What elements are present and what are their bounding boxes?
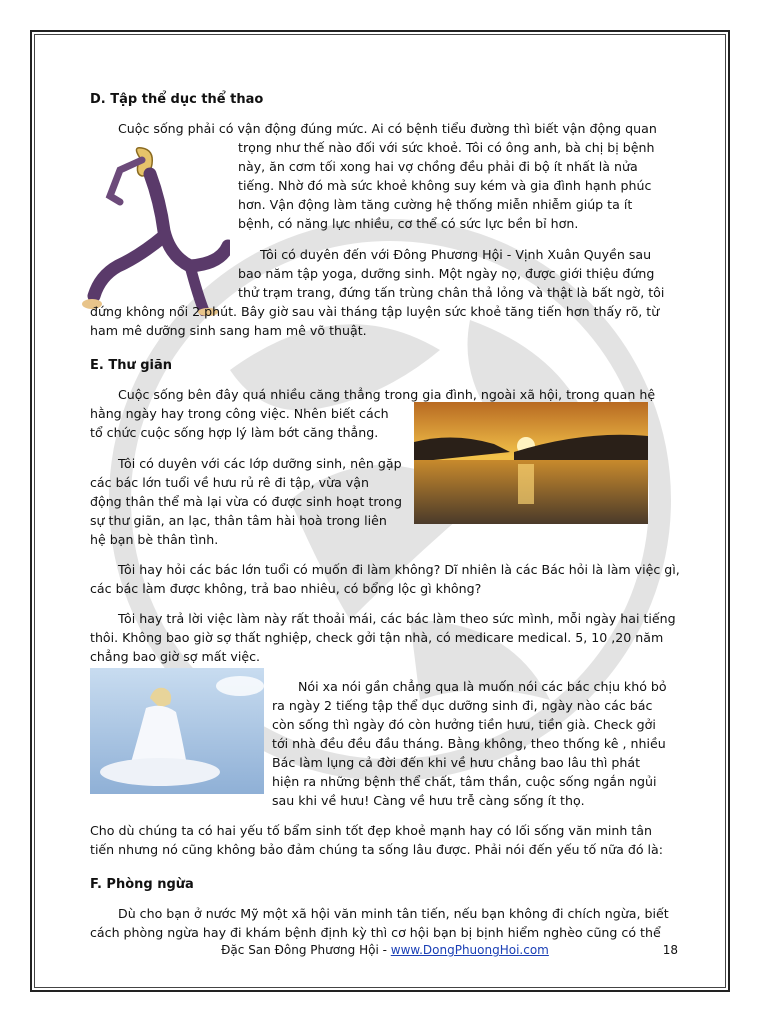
text-line: tiến nhưng nó cũng không bảo đảm chúng ta sống lâu được. Phải nói đến yếu tố nữa đó là: — [90, 842, 664, 857]
text-line: sự thư giãn, an lạc, thân tâm hài hoà trong liên — [90, 513, 387, 528]
footer-website-link[interactable]: www.DongPhuongHoi.com — [390, 943, 549, 957]
text-line: tiếng. Nhờ đó mà sức khoẻ không suy kém và gia đình hạnh phúc — [238, 178, 652, 193]
text-line: bao năm tập yoga, dưỡng sinh. Một ngày nọ, được giới thiệu đứng — [238, 266, 655, 281]
text-line: Tôi có duyên với các lớp dưỡng sinh, nên gặp — [118, 456, 402, 471]
text-line: này, ăn cơm tối xong hai vợ chồng đều phải đi bộ ít nhất là nửa — [238, 159, 638, 174]
text-line: bệnh, có năng lực nhiều, cơ thể có sức lực bền bỉ hơn. — [238, 216, 579, 231]
text-line: trọng như thế nào đối với sức khoẻ. Tôi có ông anh, bà chị bị bệnh — [238, 140, 655, 155]
text-line: Bác làm lụng cả đời đến khi về hưu chẳng bao lâu thì phát — [272, 755, 641, 770]
text-line: cách phòng ngừa hay đi khám bệnh định kỳ thì cơ hội bạn bị bịnh hiểm nghèo cũng có thể — [90, 925, 661, 940]
text-line: Nói xa nói gần chẳng qua là muốn nói các bác chịu khó bỏ — [298, 679, 667, 694]
text-line: động thân thể mà lại vừa có được sinh hoạt trong — [90, 494, 402, 509]
text-line: còn sống thì ngày đó còn hưởng tiền hưu, tiền già. Check gởi — [272, 717, 656, 732]
section-e-heading: E. Thư giãn — [90, 358, 173, 373]
text-line: Cho dù chúng ta có hai yếu tố bẩm sinh tốt đẹp khoẻ mạnh hay có lối sống văn minh tân — [90, 823, 652, 838]
text-line: thôi. Không bao giờ sợ thất nghiệp, check gởi tận nhà, có medicare medical. 5, 10 ,20 năm — [90, 630, 664, 645]
text-line: hằng ngày hay trong công việc. Nhên biết cách — [90, 406, 389, 421]
document-body — [90, 84, 680, 942]
text-line: các bác lớn tuổi về hưu rủ rê đi tập, vừa vận — [90, 475, 369, 490]
text-line: ham mê dưỡng sinh sang ham mê võ thuật. — [90, 323, 367, 338]
text-line: chẳng bao giờ sợ mất việc. — [90, 649, 261, 664]
section-f-heading: F. Phòng ngừa — [90, 877, 194, 892]
text-line: Tôi hay hỏi các bác lớn tuổi có muốn đi làm không? Dĩ nhiên là các Bác hỏi là làm việc gì, — [118, 562, 680, 577]
text-line: Tôi có duyên đến với Đông Phương Hội - Vịnh Xuân Quyền sau — [260, 247, 652, 262]
section-d-p1-first-line: Cuộc sống phải có vận động đúng mức. Ai có bệnh tiểu đường thì biết vận động quan — [118, 121, 657, 136]
text-line: sau khi về hưu! Càng về hưu trễ càng sống ít thọ. — [272, 793, 585, 808]
text-line: hiện ra những bệnh thể chất, tâm thần, cuộc sống ngắn ngủi — [272, 774, 657, 789]
text-line: hơn. Vận động làm tăng cường hệ thống miễn nhiễm giúp ta ít — [238, 197, 633, 212]
footer-publication: Đặc San Đông Phương Hội - — [221, 943, 391, 957]
page-number: 18 — [662, 943, 678, 957]
section-d-heading: D. Tập thể dục thể thao — [90, 92, 264, 107]
text-line: Cuộc sống bên đây quá nhiều căng thẳng trong gia đình, ngoài xã hội, trong quan hệ — [118, 387, 656, 402]
text-line: hệ bạn bè thân tình. — [90, 532, 219, 547]
text-line: Tôi hay trả lời việc làm này rất thoải mái, các bác làm theo sức mình, mỗi ngày hai tiếng — [118, 611, 676, 626]
text-line: tới nhà đều đều đầu tháng. Bằng không, theo thống kê , nhiều — [272, 736, 666, 751]
text-line: ra ngày 2 tiếng tập thể dục dưỡng sinh đi, ngày nào các bác — [272, 698, 653, 713]
text-line: tổ chức cuộc sống hợp lý làm bớt căng thẳng. — [90, 425, 379, 440]
text-line: thử trạm trang, đứng tấn trùng chân thả lỏng và thật là bất ngờ, tôi — [238, 285, 665, 300]
text-line: Dù cho bạn ở nước Mỹ một xã hội văn minh tân tiến, nếu bạn không đi chích ngừa, biết — [118, 906, 669, 921]
text-line: các bác làm được không, trả bao nhiêu, có bổng lộc gì không? — [90, 581, 482, 596]
text-line: đứng không nổi 2 phút. Bây giờ sau vài tháng tập luyện sức khoẻ tăng tiến hơn thấy rõ, từ — [90, 304, 660, 319]
